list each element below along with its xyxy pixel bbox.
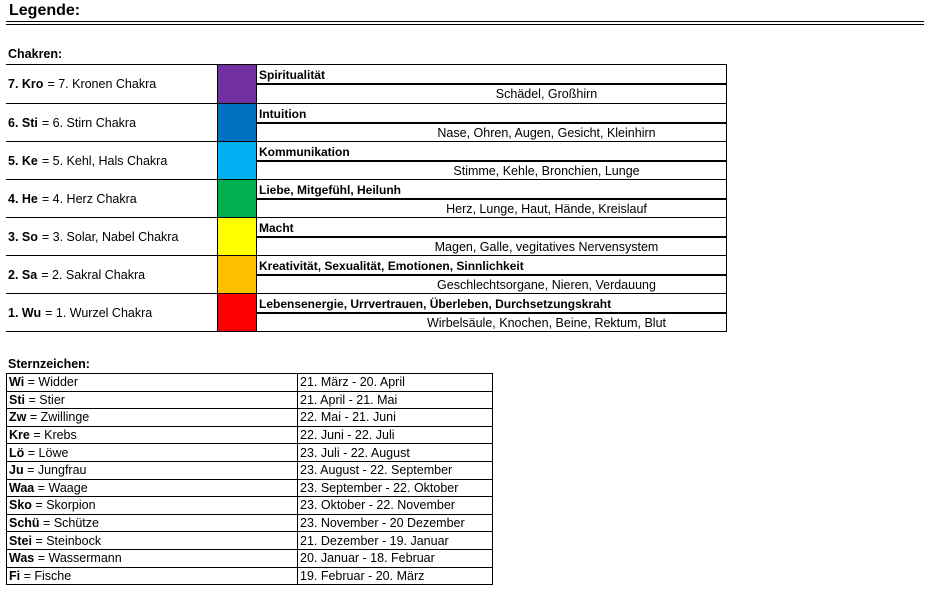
zodiac-date-range: 23. Oktober - 22. November: [298, 497, 493, 515]
zodiac-abbreviation: Ju: [9, 463, 24, 478]
zodiac-full-name: = Jungfrau: [27, 463, 87, 478]
chakra-full-name: = 1. Wurzel Chakra: [45, 305, 153, 320]
chakra-organs: Schädel, Großhirn: [495, 87, 598, 101]
zodiac-section-label: Sternzeichen:: [8, 357, 90, 371]
chakra-info-cell: [257, 294, 727, 331]
zodiac-abbreviation: Wi: [9, 375, 25, 390]
chakra-name-cell: [6, 294, 217, 331]
zodiac-abbreviation: Waa: [9, 480, 35, 495]
chakra-theme: Intuition: [259, 107, 307, 121]
chakra-info-divider: [257, 236, 726, 238]
zodiac-full-name: = Zwillinge: [29, 410, 90, 425]
zodiac-sign-cell: [7, 444, 298, 462]
zodiac-date-range: 22. Juni - 22. Juli: [298, 426, 493, 444]
zodiac-abbreviation: Fi: [9, 568, 21, 583]
chakra-full-name: = 6. Stirn Chakra: [41, 115, 137, 130]
chakra-info-cell: [257, 180, 727, 217]
zodiac-row: [7, 514, 493, 532]
zodiac-row: [7, 409, 493, 427]
chakra-abbreviation: 3. So: [8, 229, 38, 244]
chakra-row: [6, 293, 727, 331]
chakra-info-divider: [257, 160, 726, 162]
zodiac-full-name: = Steinbock: [35, 533, 102, 548]
chakra-name-cell: [6, 256, 217, 293]
chakra-name-cell: [6, 180, 217, 217]
zodiac-full-name: = Wassermann: [37, 551, 122, 566]
chakra-info-divider: [257, 312, 726, 314]
zodiac-full-name: = Schütze: [43, 516, 99, 531]
zodiac-date-range: 19. Februar - 20. März: [298, 567, 493, 585]
chakra-info-cell: [257, 218, 727, 255]
zodiac-full-name: = Löwe: [27, 445, 69, 460]
page-title: Legende:: [9, 2, 81, 19]
chakra-info-cell: [257, 142, 727, 179]
chakra-color-swatch: [217, 218, 257, 255]
zodiac-full-name: = Skorpion: [35, 498, 96, 513]
zodiac-date-range: 23. August - 22. September: [298, 461, 493, 479]
zodiac-abbreviation: Zw: [9, 410, 27, 425]
zodiac-date-range: 21. Dezember - 19. Januar: [298, 532, 493, 550]
zodiac-row: [7, 497, 493, 515]
zodiac-sign-cell: [7, 479, 298, 497]
chakra-organs: Nase, Ohren, Augen, Gesicht, Kleinhirn: [437, 126, 656, 140]
chakra-color-swatch: [217, 65, 257, 103]
zodiac-sign-cell: [7, 461, 298, 479]
zodiac-row: [7, 461, 493, 479]
chakra-table: [6, 64, 727, 332]
chakra-full-name: = 5. Kehl, Hals Chakra: [41, 153, 168, 168]
chakra-section-label: Chakren:: [8, 47, 63, 61]
chakra-theme: Kreativität, Sexualität, Emotionen, Sinnlichkeit: [259, 259, 524, 273]
zodiac-sign-cell: [7, 514, 298, 532]
chakra-name-cell: [6, 65, 217, 103]
chakra-name-cell: [6, 104, 217, 141]
chakra-organs: Magen, Galle, vegitatives Nervensystem: [434, 240, 659, 254]
zodiac-full-name: = Fische: [23, 568, 72, 583]
zodiac-full-name: = Krebs: [33, 428, 77, 443]
chakra-theme: Liebe, Mitgefühl, Heilunh: [259, 183, 401, 197]
zodiac-date-range: 21. April - 21. Mai: [298, 391, 493, 409]
zodiac-date-range: 21. März - 20. April: [298, 374, 493, 392]
chakra-info-divider: [257, 274, 726, 276]
chakra-theme: Macht: [259, 221, 294, 235]
zodiac-full-name: = Stier: [28, 392, 65, 407]
chakra-abbreviation: 4. He: [8, 191, 38, 206]
chakra-info-divider: [257, 122, 726, 124]
zodiac-date-range: 23. Juli - 22. August: [298, 444, 493, 462]
chakra-name-cell: [6, 142, 217, 179]
chakra-full-name: = 2. Sakral Chakra: [41, 267, 146, 282]
zodiac-abbreviation: Lö: [9, 445, 25, 460]
zodiac-row: [7, 426, 493, 444]
zodiac-row: [7, 549, 493, 567]
chakra-color-swatch: [217, 180, 257, 217]
zodiac-abbreviation: Schü: [9, 516, 40, 531]
chakra-row: [6, 179, 727, 217]
chakra-abbreviation: 6. Sti: [8, 115, 38, 130]
chakra-full-name: = 7. Kronen Chakra: [47, 77, 157, 91]
chakra-info-cell: [257, 256, 727, 293]
zodiac-row: [7, 532, 493, 550]
chakra-theme: Lebensenergie, Urrvertrauen, Überleben, Durchsetzungskraht: [259, 297, 612, 311]
chakra-full-name: = 3. Solar, Nabel Chakra: [41, 229, 179, 244]
chakra-organs: Wirbelsäule, Knochen, Beine, Rektum, Blut: [426, 316, 666, 330]
zodiac-sign-cell: [7, 497, 298, 515]
zodiac-table: [6, 373, 493, 585]
chakra-row: [6, 141, 727, 179]
chakra-color-swatch: [217, 104, 257, 141]
chakra-row: [6, 103, 727, 141]
zodiac-row: [7, 374, 493, 392]
chakra-abbreviation: 7. Kro: [8, 77, 44, 91]
zodiac-sign-cell: [7, 567, 298, 585]
zodiac-row: [7, 479, 493, 497]
zodiac-sign-cell: [7, 391, 298, 409]
zodiac-abbreviation: Sti: [9, 392, 25, 407]
zodiac-abbreviation: Stei: [9, 533, 32, 548]
chakra-color-swatch: [217, 294, 257, 331]
chakra-row: [6, 65, 727, 103]
chakra-full-name: = 4. Herz Chakra: [41, 191, 137, 206]
zodiac-date-range: 20. Januar - 18. Februar: [298, 549, 493, 567]
chakra-abbreviation: 5. Ke: [8, 153, 38, 168]
chakra-info-divider: [257, 198, 726, 200]
chakra-info-divider: [257, 83, 726, 85]
chakra-abbreviation: 2. Sa: [8, 267, 38, 282]
chakra-organs: Stimme, Kehle, Bronchien, Lunge: [453, 164, 640, 178]
zodiac-date-range: 22. Mai - 21. Juni: [298, 409, 493, 427]
chakra-info-cell: [257, 65, 727, 103]
zodiac-date-range: 23. September - 22. Oktober: [298, 479, 493, 497]
zodiac-abbreviation: Was: [9, 551, 35, 566]
zodiac-sign-cell: [7, 532, 298, 550]
zodiac-row: [7, 567, 493, 585]
zodiac-sign-cell: [7, 409, 298, 427]
chakra-organs: Geschlechtsorgane, Nieren, Verdauung: [437, 278, 656, 292]
zodiac-row: [7, 391, 493, 409]
chakra-color-swatch: [217, 142, 257, 179]
zodiac-full-name: = Waage: [37, 480, 88, 495]
chakra-row: [6, 255, 727, 293]
zodiac-sign-cell: [7, 549, 298, 567]
zodiac-sign-cell: [7, 374, 298, 392]
title-divider: [6, 21, 924, 25]
zodiac-abbreviation: Kre: [9, 428, 30, 443]
chakra-name-cell: [6, 218, 217, 255]
chakra-color-swatch: [217, 256, 257, 293]
chakra-theme: Kommunikation: [259, 145, 350, 159]
chakra-abbreviation: 1. Wu: [8, 305, 42, 320]
chakra-theme: Spiritualität: [259, 68, 326, 82]
zodiac-full-name: = Widder: [27, 375, 79, 390]
zodiac-abbreviation: Sko: [9, 498, 32, 513]
zodiac-date-range: 23. November - 20 Dezember: [298, 514, 493, 532]
zodiac-row: [7, 444, 493, 462]
chakra-info-cell: [257, 104, 727, 141]
chakra-organs: Herz, Lunge, Haut, Hände, Kreislauf: [446, 202, 647, 216]
zodiac-sign-cell: [7, 426, 298, 444]
chakra-row: [6, 217, 727, 255]
